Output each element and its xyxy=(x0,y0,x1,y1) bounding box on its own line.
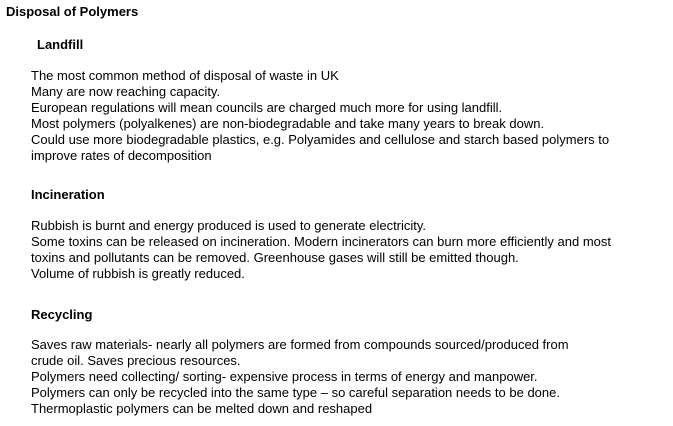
landfill-line: The most common method of disposal of waste in UK xyxy=(31,68,339,83)
recycling-heading: Recycling xyxy=(31,307,93,322)
incineration-line: Rubbish is burnt and energy produced is used to generate electricity. xyxy=(31,218,427,233)
incineration-paragraph xyxy=(31,218,671,282)
recycling-paragraph xyxy=(31,337,671,417)
recycling-line: Polymers can only be recycled into the same type – so careful separation needs to be done. xyxy=(31,385,560,400)
recycling-line: Saves raw materials- nearly all polymers are formed from compounds sourced/produced from xyxy=(31,337,569,352)
incineration-line: Volume of rubbish is greatly reduced. xyxy=(31,266,245,281)
page-title: Disposal of Polymers xyxy=(6,4,139,19)
landfill-line: Could use more biodegradable plastics, e.g. Polyamides and cellulose and starch based polymers to xyxy=(31,132,610,147)
recycling-line: Polymers need collecting/ sorting- expensive process in terms of energy and manpower. xyxy=(31,369,538,384)
landfill-paragraph xyxy=(31,68,671,164)
landfill-line: European regulations will mean councils are charged much more for using landfill. xyxy=(31,100,503,115)
incineration-heading: Incineration xyxy=(31,187,105,202)
recycling-line: Thermoplastic polymers can be melted down and reshaped xyxy=(31,401,373,416)
recycling-line: crude oil. Saves precious resources. xyxy=(31,353,241,368)
landfill-line: Many are now reaching capacity. xyxy=(31,84,221,99)
landfill-line: Most polymers (polyalkenes) are non-biodegradable and take many years to break down. xyxy=(31,116,545,131)
incineration-line: Some toxins can be released on incineration. Modern incinerators can burn more efficiently and most xyxy=(31,234,612,249)
incineration-line: toxins and pollutants can be removed. Greenhouse gases will still be emitted though. xyxy=(31,250,519,265)
landfill-heading: Landfill xyxy=(37,37,84,52)
landfill-line: improve rates of decomposition xyxy=(31,148,212,163)
